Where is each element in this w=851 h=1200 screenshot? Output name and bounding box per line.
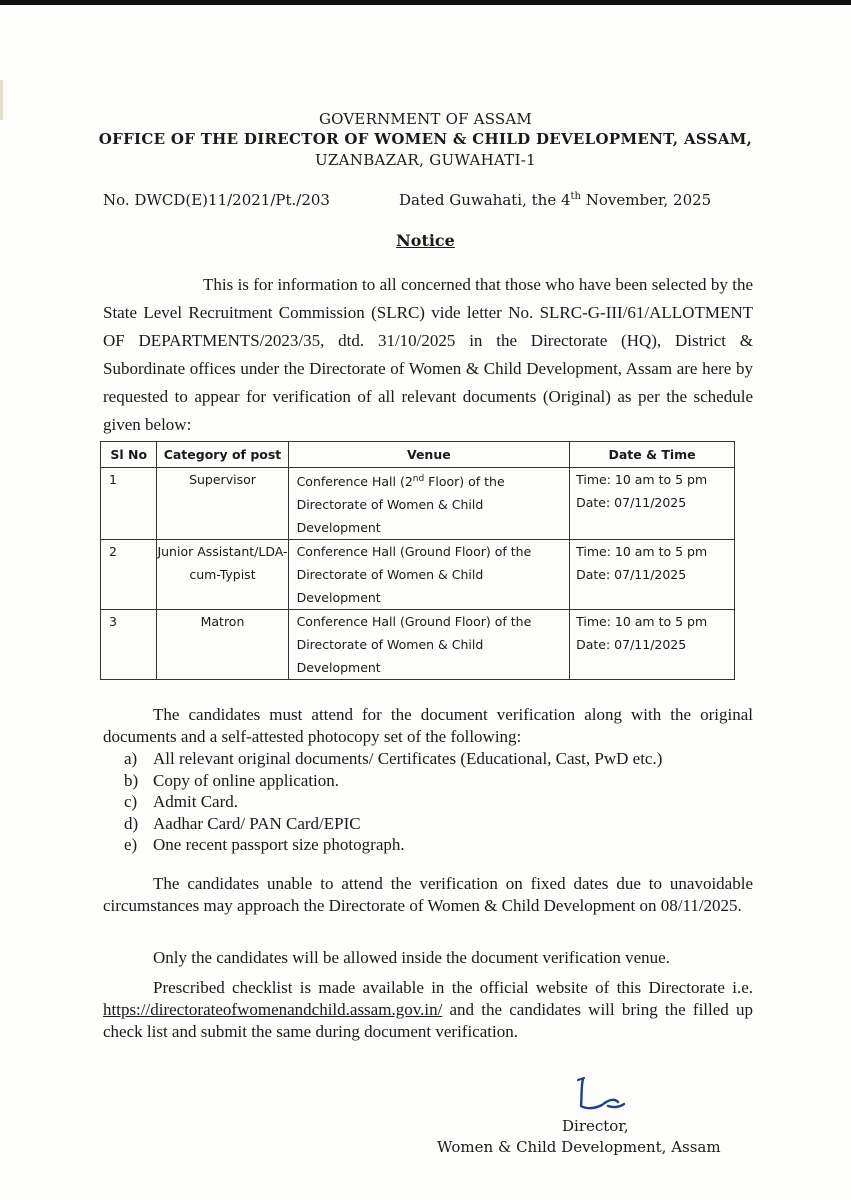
row-venue: Conference Hall (Ground Floor) of the Directorate of Women & Child Development: [288, 610, 570, 680]
list-text: Aadhar Card/ PAN Card/EPIC: [153, 813, 361, 833]
table-row: [101, 610, 735, 680]
date-ordinal: th: [570, 191, 581, 202]
checklist-note: [103, 977, 753, 1043]
row-category: Matron: [157, 610, 288, 680]
row-sl: 3: [101, 610, 157, 680]
documents-intro: The candidates must attend for the document verification along with the original documents and a self-attested photocopy set of the following:: [103, 705, 753, 746]
list-item: [124, 813, 662, 835]
checklist-text-after: and the candidates will bring the filled up check list and submit the same during document verification.: [103, 1000, 753, 1041]
venue-ordinal: nd: [412, 474, 425, 484]
checklist-text-before: Prescribed checklist is made available in the official website of this Directorate i.e.: [153, 978, 753, 997]
row-sl: 1: [101, 468, 157, 540]
table-row: [101, 468, 735, 540]
list-marker: a): [124, 749, 138, 768]
list-marker: e): [124, 835, 138, 854]
header-office: OFFICE OF THE DIRECTOR OF WOMEN & CHILD DEVELOPMENT, ASSAM,: [98, 130, 753, 148]
venue-note: Only the candidates will be allowed inside the document verification venue.: [153, 948, 670, 967]
notice-title: Notice: [396, 231, 455, 250]
list-item: [124, 834, 662, 856]
row-sl: 2: [101, 540, 157, 610]
row-date: Date: 07/11/2025: [576, 495, 687, 510]
schedule-table: [100, 441, 735, 680]
website-link[interactable]: https://directorateofwomenandchild.assam.gov.in/: [103, 1000, 443, 1019]
signature-mark: [572, 1076, 628, 1118]
date-prefix: Dated Guwahati, the 4: [399, 191, 571, 209]
unable-note: The candidates unable to attend the verification on fixed dates due to unavoidable circumstances may approach the Directorate of Women & Child Development on 08/11/2025.: [103, 874, 753, 915]
row-date: Date: 07/11/2025: [576, 637, 687, 653]
header-sl-no: Sl No: [101, 442, 157, 468]
row-time: Time: 10 am to 5 pm: [576, 614, 708, 630]
venue-part: Floor) of the Directorate of Women & Child Development: [296, 474, 505, 536]
row-time: Time: 10 am to 5 pm: [576, 472, 708, 487]
header-government: GOVERNMENT OF ASSAM: [318, 110, 532, 128]
list-text: One recent passport size photograph.: [153, 835, 405, 854]
header-category: Category of post: [157, 442, 288, 468]
venue-part: Conference Hall (2: [296, 474, 413, 490]
list-item: [124, 770, 662, 792]
row-date-time: [570, 468, 735, 540]
row-category: Supervisor: [157, 468, 288, 540]
scan-top-edge: [0, 0, 851, 5]
table-row: [101, 540, 735, 610]
list-text: Admit Card.: [153, 792, 238, 811]
reference-date: [399, 191, 711, 209]
signatory-title: Director,: [562, 1117, 629, 1135]
list-text: All relevant original documents/ Certificates (Educational, Cast, PwD etc.): [153, 749, 663, 768]
row-venue: [288, 468, 570, 540]
reference-number: No. DWCD(E)11/2021/Pt./203: [103, 191, 330, 209]
row-date: Date: 07/11/2025: [576, 567, 687, 583]
list-marker: d): [124, 813, 139, 833]
handwritten-signature-icon: [572, 1076, 628, 1114]
row-time: Time: 10 am to 5 pm: [576, 544, 708, 560]
date-suffix: November, 2025: [580, 191, 712, 209]
row-category: Junior Assistant/LDA-cum-Typist: [157, 540, 288, 610]
header-date-time: Date & Time: [570, 442, 735, 468]
signatory-office: Women & Child Development, Assam: [437, 1138, 721, 1156]
row-date-time: [570, 610, 735, 680]
row-date-time: [570, 540, 735, 610]
list-item: [124, 748, 662, 770]
list-text: Copy of online application.: [153, 770, 340, 790]
documents-list: [124, 748, 662, 856]
intro-paragraph: This is for information to all concerned that those who have been selected by the State Level Recruitment Commission (SLRC) vide letter No. SLRC-G-III/61/ALLOTMENT OF DEPARTMENTS/2023/35, dtd. 31/10/2025 in the Directorate (HQ), District & Subordinate offices under the Directorate of Women & Child Development, Assam are here by requested to appear for verification of all relevant documents (Original) as per the schedule given below:: [103, 275, 753, 434]
list-item: [124, 791, 662, 813]
table-header-row: [101, 442, 735, 468]
list-marker: b): [124, 770, 139, 790]
header-address: UZANBAZAR, GUWAHATI-1: [314, 151, 537, 169]
row-venue: Conference Hall (Ground Floor) of the Directorate of Women & Child Development: [288, 540, 570, 610]
list-marker: c): [124, 792, 138, 811]
header-venue: Venue: [288, 442, 570, 468]
